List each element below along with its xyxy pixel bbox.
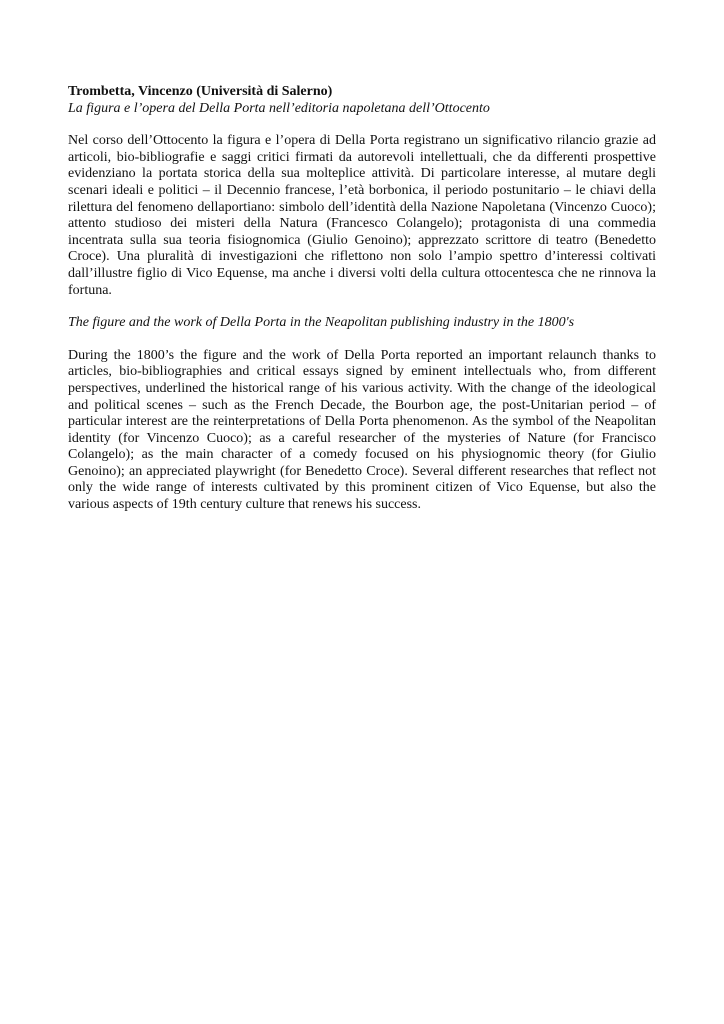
english-title: The figure and the work of Della Porta in the Neapolitan publishing industry in the 1800's: [68, 315, 575, 331]
italian-abstract: Nel corso dell’Ottocento la figura e l’opera di Della Porta registrano un significativo rilancio grazie ad articoli, bio-bibliografie e saggi critici firmati da autorevoli intellettuali, che da differenti prospettive evidenziano la portata storica della sua molteplice attività. Di particolare interesse, al mutare degli scenari ideali e politici – il Decennio francese, l’età borbonica, il periodo postunitario – le chiavi della rilettura del fenomeno dellaportiano: simbolo dell’identità della Nazione Napoletana (Vincenzo Cuoco); attento studioso dei misteri della Natura (Francesco Colangelo); protagonista di una commedia incentrata sulla sua teoria fisiognomica (Giulio Genoino); apprezzato scrittore di teatro (Benedetto Croce). Una pluralità di investigazioni che riflettono non solo l’ampio spettro d’interessi coltivati dall’illustre figlio di Vico Equense, ma anche i diversi volti della cultura ottocentesca che ne rinnova la fortuna.: [68, 133, 656, 298]
english-abstract: During the 1800’s the figure and the work of Della Porta reported an important relaunch thanks to articles, bio-bibliographies and critical essays signed by eminent intellectuals who, from different perspectives, underlined the historical range of his various activity. With the change of the ideological and political scenes – such as the French Decade, the Bourbon age, the post-Unitarian period – of particular interest are the reinterpretations of Della Porta phenomenon. As the symbol of the Neapolitan identity (for Vincenzo Cuoco); as a careful researcher of the mysteries of Nature (for Francisco Colangelo); as the main character of a comedy focused on his physiognomic theory (for Giulio Genoino); an appreciated playwright (for Benedetto Croce). Several different researches that reflect not only the wide range of interests cultivated by this prominent citizen of Vico Equense, but also the various aspects of 19th century culture that renews his success.: [68, 347, 656, 513]
document-page: [68, 84, 656, 514]
author-heading: Trombetta, Vincenzo (Università di Salerno): [68, 84, 333, 99]
italian-title: La figura e l’opera del Della Porta nell’editoria napoletana dell’Ottocento: [68, 100, 490, 116]
